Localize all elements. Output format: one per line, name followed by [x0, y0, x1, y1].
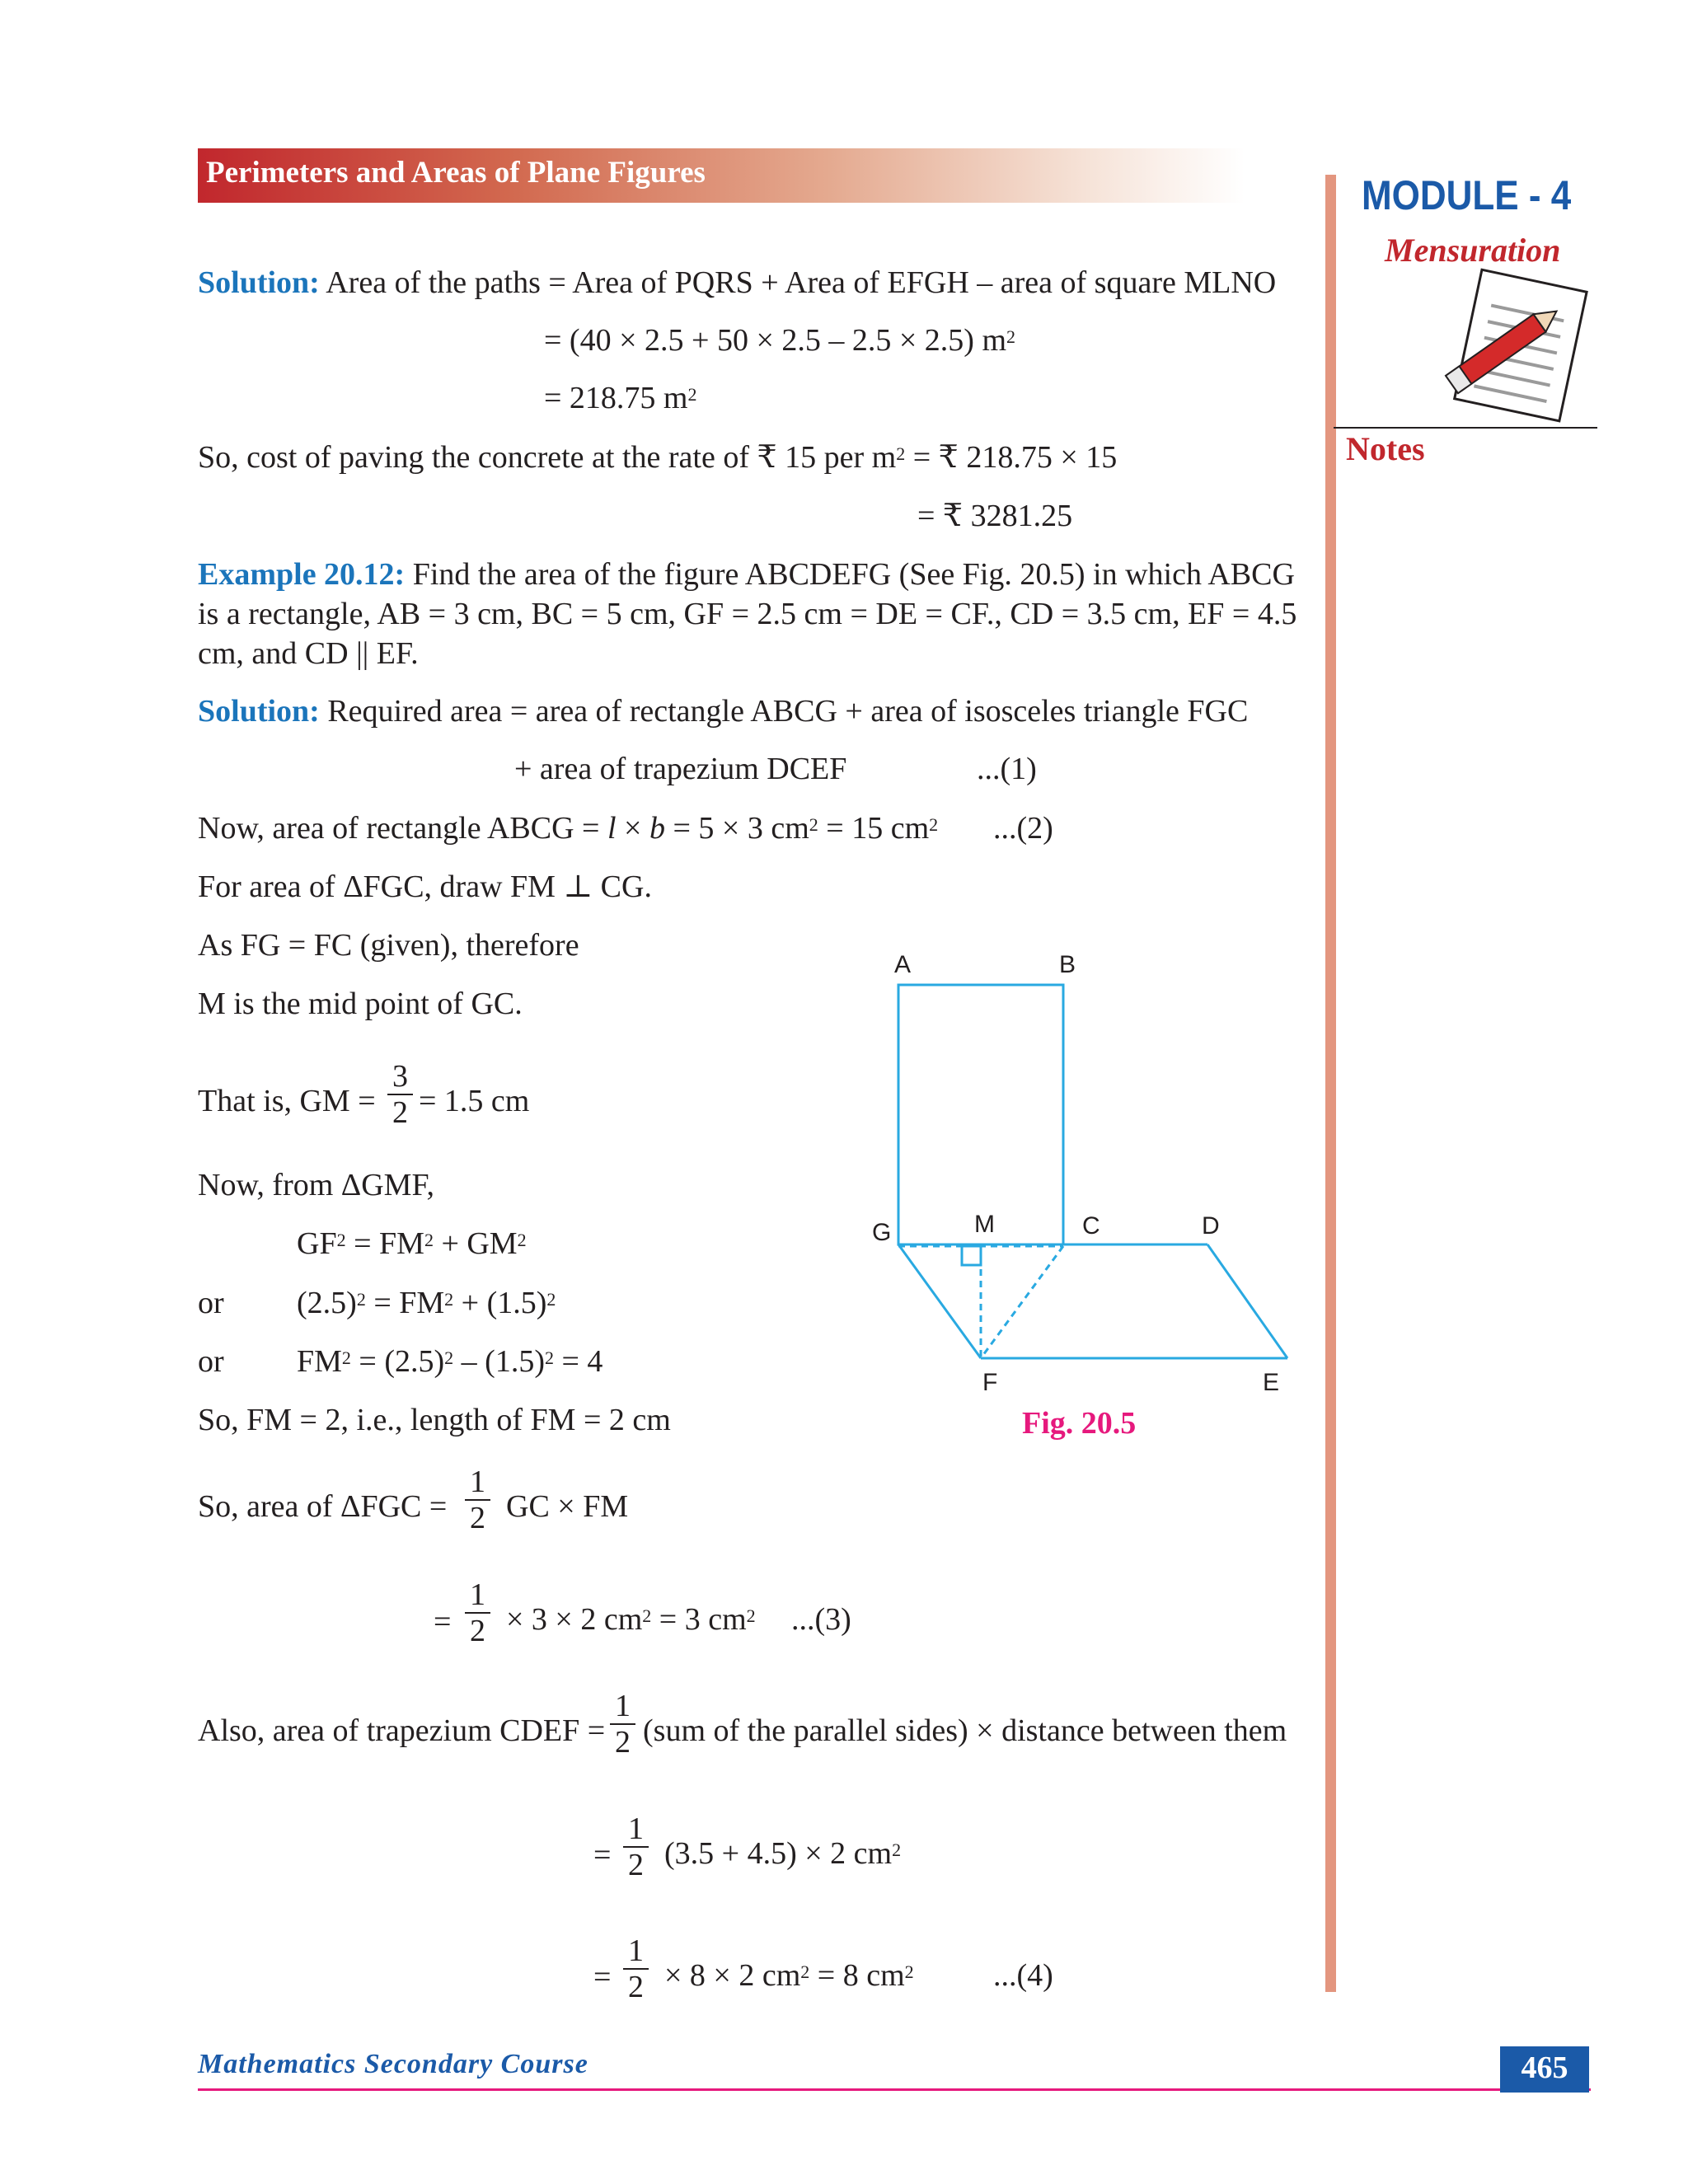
fraction-numerator: 1 — [623, 1811, 649, 1848]
label-b: B — [1059, 951, 1076, 978]
solution-line-2 — [544, 321, 1015, 359]
eq-text: + (1.5) — [453, 1286, 547, 1320]
or-label-1: or — [198, 1286, 224, 1320]
footer-rule — [198, 2088, 1591, 2091]
fraction-denominator: 2 — [628, 1848, 644, 1882]
equation-text: = (40 × 2.5 + 50 × 2.5 – 2.5 × 2.5) m — [544, 323, 1007, 358]
superscript: 2 — [424, 1230, 434, 1250]
superscript: 2 — [1006, 326, 1016, 347]
rect-var-l: l — [607, 811, 617, 846]
right-angle-mark — [962, 1246, 981, 1265]
cost-line — [198, 438, 1117, 476]
half-fraction — [465, 1577, 490, 1648]
gm-fraction — [387, 1059, 413, 1130]
superscript: 2 — [546, 1289, 556, 1310]
or-line-1 — [297, 1284, 556, 1322]
eq-text: = 3 cm — [651, 1602, 747, 1637]
half-fraction — [623, 1933, 649, 2004]
superscript: 2 — [800, 1961, 810, 1982]
or-line-2 — [297, 1343, 603, 1380]
notes-rule — [1334, 427, 1597, 429]
fm-line: So, FM = 2, i.e., length of FM = 2 cm — [198, 1403, 671, 1437]
label-e: E — [1263, 1369, 1280, 1396]
gmf-line: Now, from ΔGMF, — [198, 1168, 435, 1202]
solution-text: Required area = area of rectangle ABCG + area of isosceles triangle FGC — [327, 694, 1249, 729]
solution-label: Solution: — [198, 694, 320, 729]
solution-text: Area of the paths = Area of PQRS + Area of EFGH – area of square MLNO — [326, 265, 1277, 300]
label-f: F — [982, 1369, 998, 1396]
half-fraction — [465, 1465, 490, 1535]
eq-text: = 8 cm — [809, 1958, 905, 1993]
example-line-2: is a rectangle, AB = 3 cm, BC = 5 cm, GF = 2.5 cm = DE = CF., CD = 3.5 cm, EF = 4.5 — [198, 597, 1297, 631]
module-subject: Mensuration — [1385, 232, 1561, 269]
superscript: 2 — [444, 1289, 454, 1310]
solution-label: Solution: — [198, 265, 320, 300]
solution2-line-1 — [198, 692, 1248, 730]
example-line-3: cm, and CD || EF. — [198, 636, 419, 671]
area-fgc-expr: GC × FM — [506, 1489, 629, 1524]
eq-text: – (1.5) — [453, 1344, 545, 1379]
label-m: M — [974, 1211, 995, 1238]
superscript: 2 — [336, 1230, 346, 1250]
example-text: Find the area of the figure ABCDEFG (See Fig. 20.5) in which ABCG — [412, 557, 1295, 592]
superscript: 2 — [444, 1347, 454, 1368]
superscript: 2 — [341, 1347, 351, 1368]
example-label: Example 20.12: — [198, 557, 406, 592]
trap-label: Also, area of trapezium CDEF = — [198, 1713, 606, 1748]
midpoint-line: M is the mid point of GC. — [198, 987, 523, 1021]
trap-step-2 — [664, 1835, 901, 1872]
superscript: 2 — [544, 1347, 554, 1368]
fraction-denominator: 2 — [470, 1501, 485, 1535]
fraction-numerator: 1 — [623, 1933, 649, 1970]
solution2-line-2: + area of trapezium DCEF — [514, 752, 847, 786]
equals-sign: = — [593, 1960, 612, 1994]
superscript: 2 — [904, 1961, 914, 1982]
fraction-denominator: 2 — [628, 1970, 644, 2004]
superscript: 2 — [809, 814, 818, 835]
eq-text: = FM — [345, 1226, 424, 1261]
eq-text: × 8 × 2 cm — [664, 1958, 801, 1993]
area-fgc-result — [506, 1601, 756, 1638]
equation-text: = 218.75 m — [544, 381, 688, 415]
eq-ref-3: ...(3) — [791, 1602, 851, 1637]
eq-ref-2: ...(2) — [993, 811, 1053, 846]
area-fgc-label: So, area of ΔFGC = — [198, 1489, 448, 1524]
fgc-line: For area of ΔFGC, draw FM ⊥ CG. — [198, 869, 652, 904]
module-label: MODULE - 4 — [1362, 172, 1572, 218]
example-line-1 — [198, 555, 1295, 593]
label-d: D — [1202, 1212, 1220, 1240]
gm-value: = 1.5 cm — [419, 1084, 530, 1118]
eq-text: GF — [297, 1226, 337, 1261]
superscript: 2 — [896, 443, 906, 464]
fraction-numerator: 1 — [610, 1689, 635, 1725]
trap-formula: (sum of the parallel sides) × distance between them — [643, 1713, 1287, 1748]
paper-pencil-icon — [1434, 262, 1599, 435]
pythagoras-line — [297, 1225, 527, 1263]
equals-sign: = — [434, 1605, 452, 1639]
eq-text: FM — [297, 1344, 342, 1379]
eq-ref-1: ...(1) — [977, 752, 1037, 786]
margin-rule — [1325, 175, 1336, 1992]
equals-sign: = — [593, 1838, 612, 1872]
superscript: 2 — [356, 1289, 366, 1310]
segment-cf-dashed — [981, 1246, 1063, 1358]
fraction-numerator: 3 — [387, 1059, 413, 1095]
segment-gf — [898, 1244, 981, 1358]
notes-label: Notes — [1346, 430, 1425, 467]
segment-de — [1207, 1244, 1287, 1358]
half-fraction — [610, 1689, 635, 1760]
fraction-numerator: 1 — [465, 1465, 490, 1501]
eq-text: × 3 × 2 cm — [506, 1602, 643, 1637]
eq-text: = (2.5) — [350, 1344, 445, 1379]
superscript: 2 — [892, 1840, 902, 1860]
cost-text: So, cost of paving the concrete at the rate of ₹ 15 per m — [198, 440, 897, 475]
label-g: G — [872, 1219, 892, 1246]
rectangle-abcg — [898, 985, 1063, 1244]
rect-text: = 5 × 3 cm — [664, 811, 809, 846]
figure-caption: Fig. 20.5 — [1022, 1406, 1137, 1441]
figure-20-5 — [857, 948, 1302, 1401]
cost-result: = ₹ 3281.25 — [917, 499, 1073, 533]
fraction-denominator: 2 — [615, 1725, 631, 1760]
fraction-numerator: 1 — [465, 1577, 490, 1614]
as-line: As FG = FC (given), therefore — [198, 928, 579, 963]
eq-text: = 4 — [553, 1344, 603, 1379]
half-fraction — [623, 1811, 649, 1882]
superscript: 2 — [642, 1605, 652, 1626]
superscript: 2 — [517, 1230, 527, 1250]
solution-line-1 — [198, 264, 1276, 302]
rect-area-line — [198, 809, 938, 847]
eq-text: + GM — [433, 1226, 518, 1261]
page-number: 465 — [1521, 2050, 1568, 2085]
or-label-2: or — [198, 1344, 224, 1379]
gm-label: That is, GM = — [198, 1084, 376, 1118]
rect-var-b: b — [649, 811, 665, 846]
label-a: A — [894, 951, 912, 978]
cost-text: = ₹ 218.75 × 15 — [905, 440, 1118, 475]
chapter-title: Perimeters and Areas of Plane Figures — [206, 156, 706, 190]
footer-course: Mathematics Secondary Course — [198, 2049, 588, 2079]
rect-times: × — [616, 811, 649, 846]
solution-line-3 — [544, 379, 697, 417]
eq-text: (3.5 + 4.5) × 2 cm — [664, 1836, 893, 1871]
rect-text: = 15 cm — [818, 811, 930, 846]
eq-ref-4: ...(4) — [993, 1958, 1053, 1993]
label-c: C — [1082, 1212, 1100, 1240]
eq-text: (2.5) — [297, 1286, 357, 1320]
superscript: 2 — [687, 384, 697, 405]
fraction-denominator: 2 — [392, 1095, 408, 1130]
fraction-denominator: 2 — [470, 1614, 485, 1648]
eq-text: = FM — [365, 1286, 445, 1320]
trap-step-3 — [664, 1957, 914, 1994]
superscript: 2 — [746, 1605, 756, 1626]
superscript: 2 — [929, 814, 939, 835]
rect-text: Now, area of rectangle ABCG = — [198, 811, 607, 846]
